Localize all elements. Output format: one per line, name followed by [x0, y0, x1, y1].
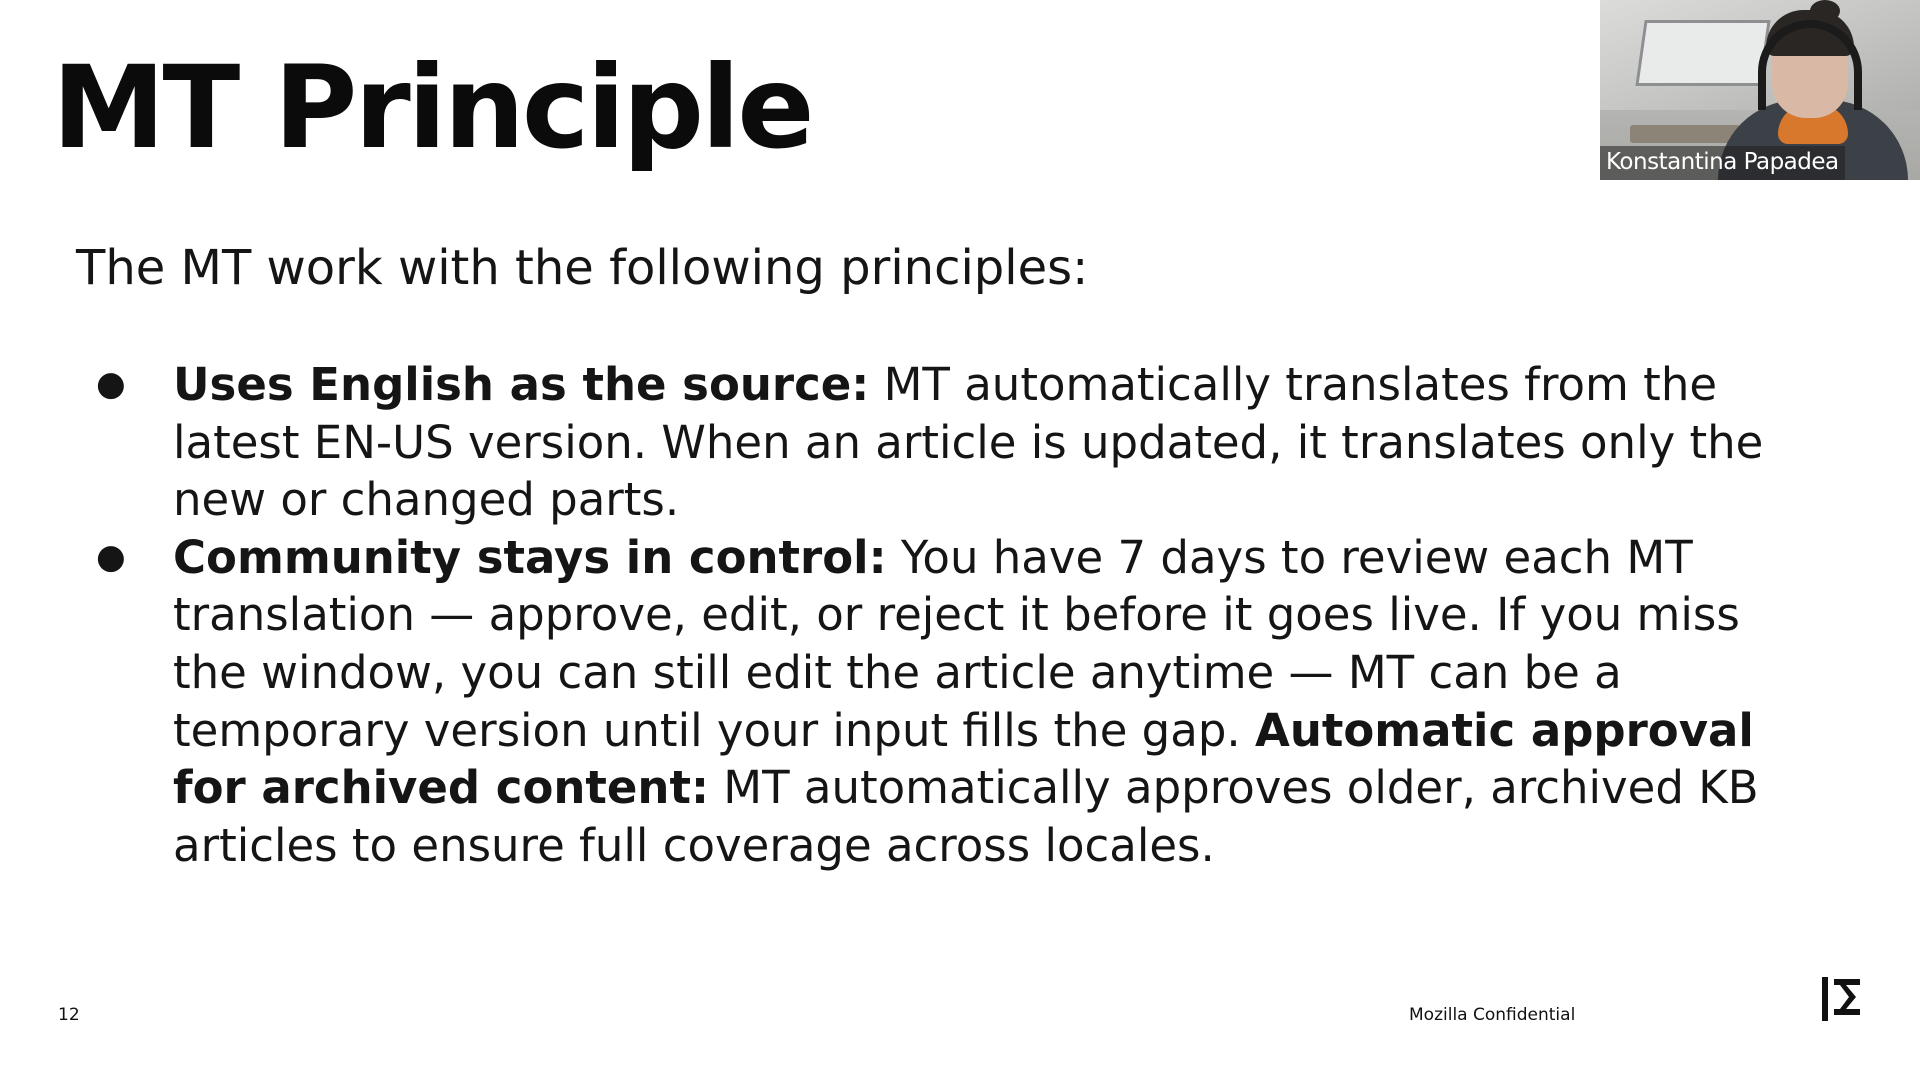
bullet-community-control: [96, 529, 1796, 875]
page-number: 12: [58, 1005, 80, 1025]
bullet-lead-archived-content: Automatic approval for archived content:: [173, 703, 1754, 815]
intro-text: The MT work with the following principles:: [76, 240, 1089, 296]
bullet-text-english-source: MT automatically translates from the latest EN-US version. When an article is updated, it translates only the new or changed parts.: [173, 358, 1764, 527]
participant-name-label: Konstantina Papadea: [1600, 146, 1845, 180]
bullet-text-community-control: You have 7 days to review each MT translation — approve, edit, or reject it before it goes live. If you miss the window, you can still edit the article anytime — MT can be a temporary version until your input fills the gap.: [173, 530, 1740, 757]
bullet-lead-community-control: Community stays in control:: [173, 530, 887, 584]
bullet-english-source: [96, 356, 1796, 529]
slide-title: MT Principle: [52, 41, 812, 174]
principles-list: [96, 356, 1796, 874]
mozilla-m-logo-icon: [1818, 975, 1866, 1023]
bullet-dot: ●: [96, 536, 126, 577]
participant-hair-bun: [1810, 0, 1840, 22]
video-background-window: [1635, 20, 1770, 86]
bullet-dot: ●: [96, 364, 126, 404]
video-background-shelf: [1630, 125, 1740, 143]
participant-video-tile[interactable]: [1600, 0, 1920, 180]
bullet-lead-english-source: Uses English as the source:: [173, 358, 870, 411]
bullet-text-archived-content: MT automatically approves older, archived KB articles to ensure full coverage across locales.: [173, 761, 1759, 872]
footer-confidential-label: Mozilla Confidential: [1409, 1005, 1576, 1025]
